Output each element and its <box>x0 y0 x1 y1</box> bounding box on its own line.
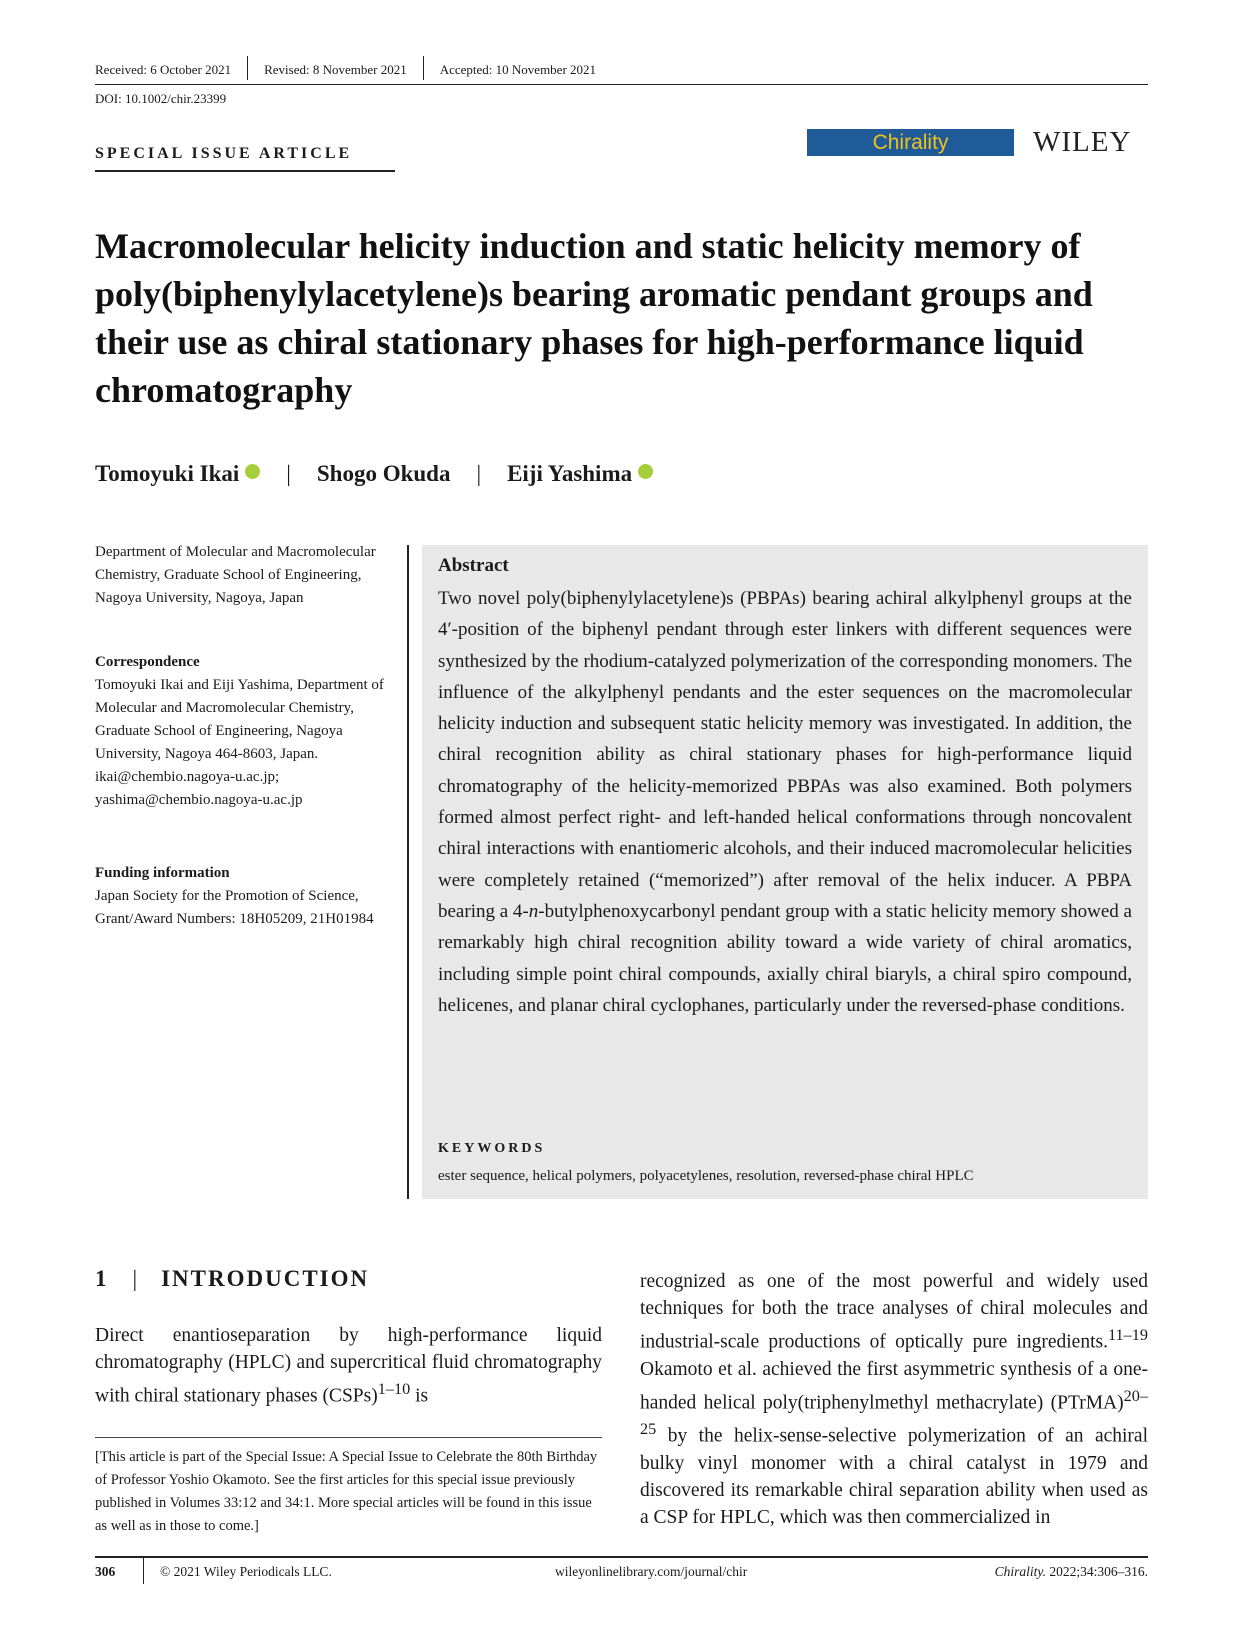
abstract-text: Two novel poly(biphenylylacetylene)s (PBPAs) bearing achiral alkylphenyl groups at the 4′-position of the biphenyl pendant through ester linkers with different sequences were synthesized by the rhodium-catalyzed polymerization of the corresponding monomers. The influence of the alkylphenyl pendants and the ester sequences on the macromolecular helicity induction and subsequent static helicity memory was investigated. In addition, the chiral recognition ability as chiral stationary phases for high-performance liquid chromatography of the helicity-memorized PBPAs was also examined. Both polymers formed almost perfect right- and left-handed helical conformations through noncovalent chiral interactions with enantiomeric alcohols, and their induced macromolecular helicities were completely retained (“memorized”) after removal of the helix inducer. A PBPA bearing a 4-n-butylphenoxycarbonyl pendant group with a static helicity memory showed a remarkably high chiral recognition ability toward a wide variety of chiral aromatics, including simple point chiral compounds, axially chiral biaryls, a chiral spiro compound, helicenes, and planar chiral cyclophanes, particularly under the reversed-phase conditions. <box>438 588 1132 1016</box>
revised-date: Revised: 8 November 2021 <box>264 62 407 77</box>
citation-journal: Chirality. <box>994 1564 1046 1579</box>
correspondence <box>95 651 400 812</box>
funding-text: Japan Society for the Promotion of Science, Grant/Award Numbers: 18H05209, 21H01984 <box>95 888 374 927</box>
abstract-divider <box>407 545 409 1199</box>
footer-divider <box>143 1556 144 1584</box>
funding-heading: Funding information <box>95 865 230 881</box>
author-name[interactable]: Tomoyuki Ikai <box>95 461 240 486</box>
email-link[interactable]: ikai@chembio.nagoya-u.ac.jp; <box>95 769 280 785</box>
section-title: INTRODUCTION <box>161 1266 370 1291</box>
orcid-icon[interactable] <box>245 464 260 479</box>
divider <box>423 56 424 80</box>
footer-rule <box>95 1556 1148 1558</box>
header-rule <box>95 84 1148 85</box>
divider <box>247 56 248 80</box>
section-heading <box>95 1266 369 1292</box>
affiliation <box>95 541 400 610</box>
affiliation-text: Department of Molecular and Macromolecular Chemistry, Graduate School of Engineering, Nagoya University, Nagoya, Japan <box>95 544 376 606</box>
correspondence-heading: Correspondence <box>95 654 200 670</box>
orcid-icon[interactable] <box>638 464 653 479</box>
journal-url[interactable]: wileyonlinelibrary.com/journal/chir <box>555 1564 748 1579</box>
article-type: SPECIAL ISSUE ARTICLE <box>95 145 353 162</box>
received-date: Received: 6 October 2021 <box>95 62 232 77</box>
correspondence-text: Tomoyuki Ikai and Eiji Yashima, Department of Molecular and Macromolecular Chemistry, Graduate School of Engineering, Nagoya University, Nagoya 464-8603, Japan. <box>95 677 384 762</box>
accepted-date: Accepted: 10 November 2021 <box>439 62 597 77</box>
footnote-rule <box>95 1437 602 1438</box>
author-separator: | <box>286 461 291 486</box>
journal-name: Chirality <box>872 130 949 154</box>
citation-ref[interactable]: 11–19 <box>1107 1326 1148 1344</box>
page-footer <box>95 1564 1148 1586</box>
citation <box>995 1564 1148 1580</box>
abstract-heading: Abstract <box>438 555 509 576</box>
citation-ref[interactable]: 20–25 <box>640 1386 1148 1438</box>
doi[interactable]: DOI: 10.1002/chir.23399 <box>95 91 227 106</box>
email-link[interactable]: yashima@chembio.nagoya-u.ac.jp <box>95 792 303 808</box>
author-separator: | <box>476 461 482 486</box>
keywords-heading: KEYWORDS <box>438 1141 546 1156</box>
author-list <box>95 461 653 487</box>
page-number: 306 <box>95 1564 116 1579</box>
section-separator: | <box>132 1266 140 1291</box>
article-type-rule <box>95 170 395 172</box>
funding <box>95 862 400 931</box>
author-name[interactable]: Eiji Yashima <box>507 461 633 486</box>
special-issue-footnote: [This article is part of the Special Issue: A Special Issue to Celebrate the 80th Birthday of Professor Yoshio Okamoto. See the first articles for this special issue previously published in Volumes 33:12 and 34:1. More special articles will be found in this issue as well as in those to come.] <box>95 1449 598 1534</box>
section-number: 1 <box>95 1266 109 1291</box>
citation-ref[interactable]: 1–10 <box>377 1380 411 1398</box>
intro-paragraph-col1: Direct enantioseparation by high-performance liquid chromatography (HPLC) and supercritical fluid chromatography with chiral stationary phases (CSPs)$^{1-10}$ is <box>95 1325 602 1407</box>
copyright: © 2021 Wiley Periodicals LLC. <box>160 1564 332 1579</box>
history-dates <box>95 62 1148 80</box>
intro-paragraph-col2: recognized as one of the most powerful and widely used techniques for both the trace analyses of chiral molecules and industrial-scale productions of optically pure ingredients.$^{11-19}$ Okamoto et al. achieved the first asymmetric synthesis of a one-handed helical poly(triphenylmethyl methacrylate) (PTrMA)$^{20-25}$ by the helix-sense-selective polymerization of an achiral bulky vinyl monomer with a chiral catalyst in 1979 and discovered its remarkable chiral separation ability when used as a CSP for HPLC, which was then commercialized in <box>640 1271 1148 1528</box>
author-name[interactable]: Shogo Okuda <box>316 461 451 486</box>
citation-details: 2022;34:306–316. <box>1045 1564 1148 1579</box>
publisher-logo[interactable]: WILEY <box>1033 126 1132 158</box>
journal-logo[interactable] <box>807 129 1014 156</box>
keywords-text: ester sequence, helical polymers, polyacetylenes, resolution, reversed-phase chiral HPLC <box>438 1168 974 1184</box>
article-title: Macromolecular helicity induction and static helicity memory of poly(biphenylylacetylene)s bearing aromatic pendant groups and their use as chiral stationary phases for high-performance liquid chromatography <box>95 226 1093 410</box>
